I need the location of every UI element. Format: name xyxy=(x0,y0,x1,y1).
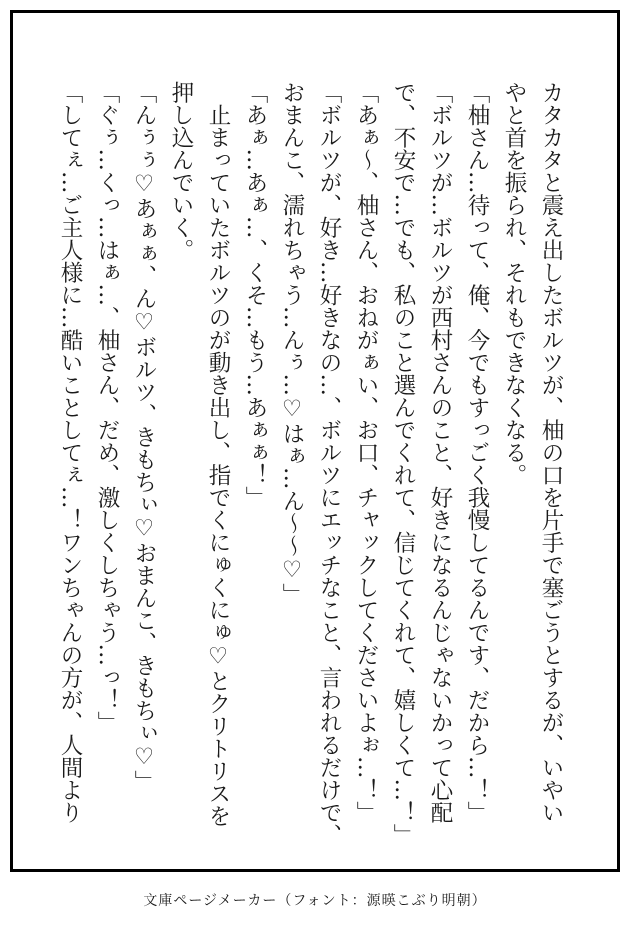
footer-caption: 文庫ページメーカー（フォント：源暎こぶり明朝） xyxy=(143,893,487,909)
text-line: 止まっていたボルツのが動き出し、指でくにゅくにゅ♡とクリトリスを xyxy=(205,81,231,827)
text-line: 押し込んでいく。 xyxy=(168,81,194,261)
vertical-text-body xyxy=(33,81,569,861)
text-line: やと首を振られ、それもできなくなる。 xyxy=(501,81,527,486)
page-border-frame xyxy=(10,10,620,872)
text-line: 「ボルツが…ボルツが西村さんのこと、好きになるんじゃないかって心配 xyxy=(427,81,453,824)
text-line: 「あぁ～、柚さん、おねがぁい、お口、チャックしてくださいよぉ…！」 xyxy=(353,81,379,824)
text-line: 「あぁ…あぁ…、くそ…もう…あぁぁ！」 xyxy=(242,81,268,509)
text-line: 「んぅぅ♡あぁぁ、ん♡ボルツ、きもちぃ♡おまんこ、きもちぃ♡」 xyxy=(131,81,157,793)
text-line: で、不安で…でも、私のこと選んでくれて、信じてくれて、嬉しくて…！」 xyxy=(390,81,416,846)
text-line: 「してぇ…ご主人様に…酷いことしてぇ…！ワンちゃんの方が、人間より xyxy=(57,81,83,824)
text-line: 「柚さん…待って、俺、今でもすっごく我慢してるんです、だから…！」 xyxy=(464,81,490,824)
text-line: 「ボルツが、好き…好きなの…、ボルツにエッチなこと、言われるだけで、 xyxy=(316,81,342,846)
text-line: カタカタと震え出したボルツが、柚の口を片手で塞ごうとするが、いやい xyxy=(538,81,564,824)
text-line: おまんこ、濡れちゃう…んぅ…♡はぁ…ん～～♡」 xyxy=(279,81,305,606)
text-line: 「ぐぅ…くっ…はぁ…、柚さん、だめ、激しくしちゃう…っ！」 xyxy=(94,81,120,734)
